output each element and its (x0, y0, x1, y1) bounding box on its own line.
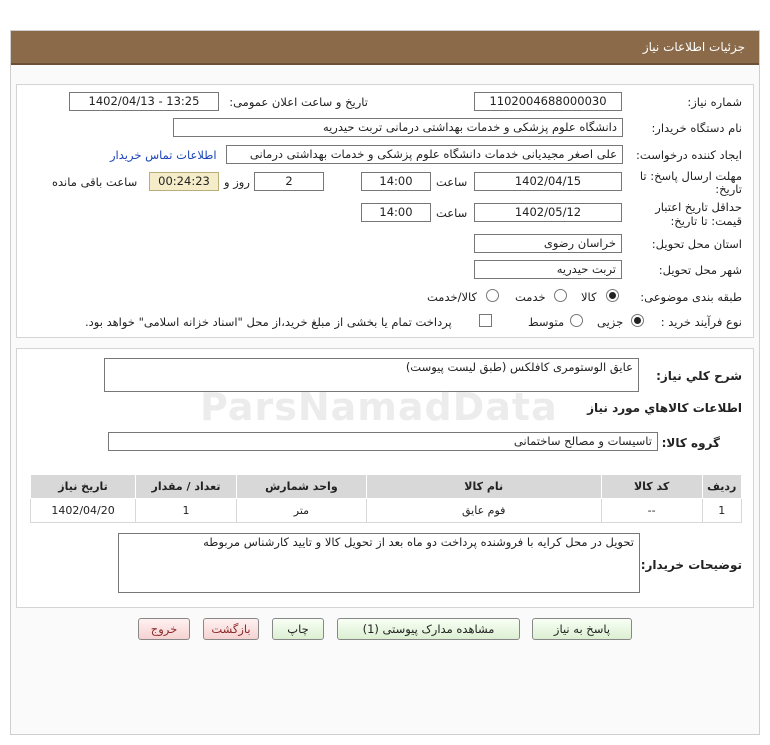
goods-group-label: گروه کالا: (661, 436, 720, 450)
summary-field[interactable]: عایق الوستومری کافلکس (طبق لیست پیوست) (104, 358, 639, 392)
category-option-goods: کالا (581, 290, 597, 304)
process-radio-minor[interactable] (631, 314, 644, 327)
remaining-time-field: 00:24:23 (149, 172, 219, 191)
process-option-medium: متوسط (528, 315, 565, 329)
cell-need-date: 1402/04/20 (31, 499, 136, 523)
summary-label: شرح کلي نياز: (656, 369, 742, 383)
category-label: طبقه بندی موضوعی: (640, 290, 742, 304)
reply-button[interactable]: پاسخ به نیاز (532, 618, 632, 640)
goods-section-title: اطلاعات کالاهاي مورد نياز (587, 401, 742, 415)
col-item-name: نام کالا (366, 475, 601, 499)
payment-note: پرداخت تمام یا بخشی از مبلغ خرید،از محل "اسناد خزانه اسلامی" خواهد بود. (85, 315, 452, 329)
need-number-label: شماره نیاز: (687, 95, 742, 109)
city-field[interactable]: تربت حیدریه (474, 260, 622, 279)
buyer-notes-label: توضیحات خریدار: (640, 558, 742, 572)
category-radio-service[interactable] (554, 289, 567, 302)
buyer-org-label: نام دستگاه خریدار: (651, 121, 742, 135)
cell-quantity: 1 (136, 499, 237, 523)
attachments-button[interactable]: مشاهده مدارک پیوستی (1) (337, 618, 520, 640)
city-label: شهر محل تحویل: (658, 263, 742, 277)
days-label: روز و (224, 175, 250, 189)
requester-label: ایجاد کننده درخواست: (636, 148, 742, 162)
category-radio-goods[interactable] (606, 289, 619, 302)
page-header (11, 31, 759, 65)
process-radio-medium[interactable] (570, 314, 583, 327)
category-option-both: کالا/خدمت (427, 290, 478, 304)
days-field[interactable]: 2 (254, 172, 324, 191)
validity-time-label: ساعت (436, 206, 468, 220)
category-radio-both[interactable] (486, 289, 499, 302)
announce-label: تاریخ و ساعت اعلان عمومی: (229, 95, 368, 109)
goods-group-field[interactable]: تاسیسات و مصالح ساختمانی (108, 432, 658, 451)
cell-unit: متر (237, 499, 367, 523)
province-label: استان محل تحویل: (651, 237, 742, 251)
remaining-label: ساعت باقی مانده (52, 175, 138, 189)
buyer-notes-field[interactable]: تحویل در محل کرایه با فروشنده پرداخت دو ماه بعد از تحویل کالا و تایید کارشناس مربوطه (118, 533, 640, 593)
treasury-checkbox[interactable] (479, 314, 492, 327)
need-number-field[interactable]: 1102004688000030 (474, 92, 622, 111)
deadline-label-2: تاریخ: (715, 182, 742, 196)
items-table (30, 474, 742, 523)
table-row[interactable] (31, 499, 742, 523)
province-field[interactable]: خراسان رضوی (474, 234, 622, 253)
cell-item-name: فوم عایق (366, 499, 601, 523)
deadline-time-label: ساعت (436, 175, 468, 189)
validity-label-2: قیمت: تا تاریخ: (670, 214, 742, 228)
col-item-code: کد کالا (601, 475, 702, 499)
cell-row: 1 (702, 499, 741, 523)
process-option-minor: جزیی (597, 315, 624, 329)
print-button[interactable]: چاپ (272, 618, 324, 640)
deadline-date-field[interactable]: 1402/04/15 (474, 172, 622, 191)
announce-field[interactable]: 1402/04/13 - 13:25 (69, 92, 219, 111)
contact-buyer-link[interactable]: اطلاعات تماس خریدار (110, 148, 217, 162)
items-table-header (31, 475, 742, 499)
col-row: ردیف (702, 475, 741, 499)
validity-date-field[interactable]: 1402/05/12 (474, 203, 622, 222)
category-option-service: خدمت (515, 290, 546, 304)
deadline-time-field[interactable]: 14:00 (361, 172, 431, 191)
back-button[interactable]: بازگشت (203, 618, 259, 640)
col-quantity: تعداد / مقدار (136, 475, 237, 499)
cell-item-code: -- (601, 499, 702, 523)
validity-time-field[interactable]: 14:00 (361, 203, 431, 222)
col-need-date: تاریخ نیاز (31, 475, 136, 499)
col-unit: واحد شمارش (237, 475, 367, 499)
process-label: نوع فرآیند خرید : (660, 315, 742, 329)
requester-field[interactable]: علی اصغر مجیدیانی خدمات دانشگاه علوم پزشکی و خدمات بهداشتی درمانی (226, 145, 623, 164)
validity-label: حداقل تاریخ اعتبار (655, 200, 742, 214)
deadline-label: مهلت ارسال پاسخ: تا (639, 169, 742, 183)
buyer-org-field[interactable]: دانشگاه علوم پزشکی و خدمات بهداشتی درمانی تربت حیدریه (173, 118, 623, 137)
page-title: جزئیات اطلاعات نیاز (642, 40, 745, 54)
exit-button[interactable]: خروج (138, 618, 190, 640)
